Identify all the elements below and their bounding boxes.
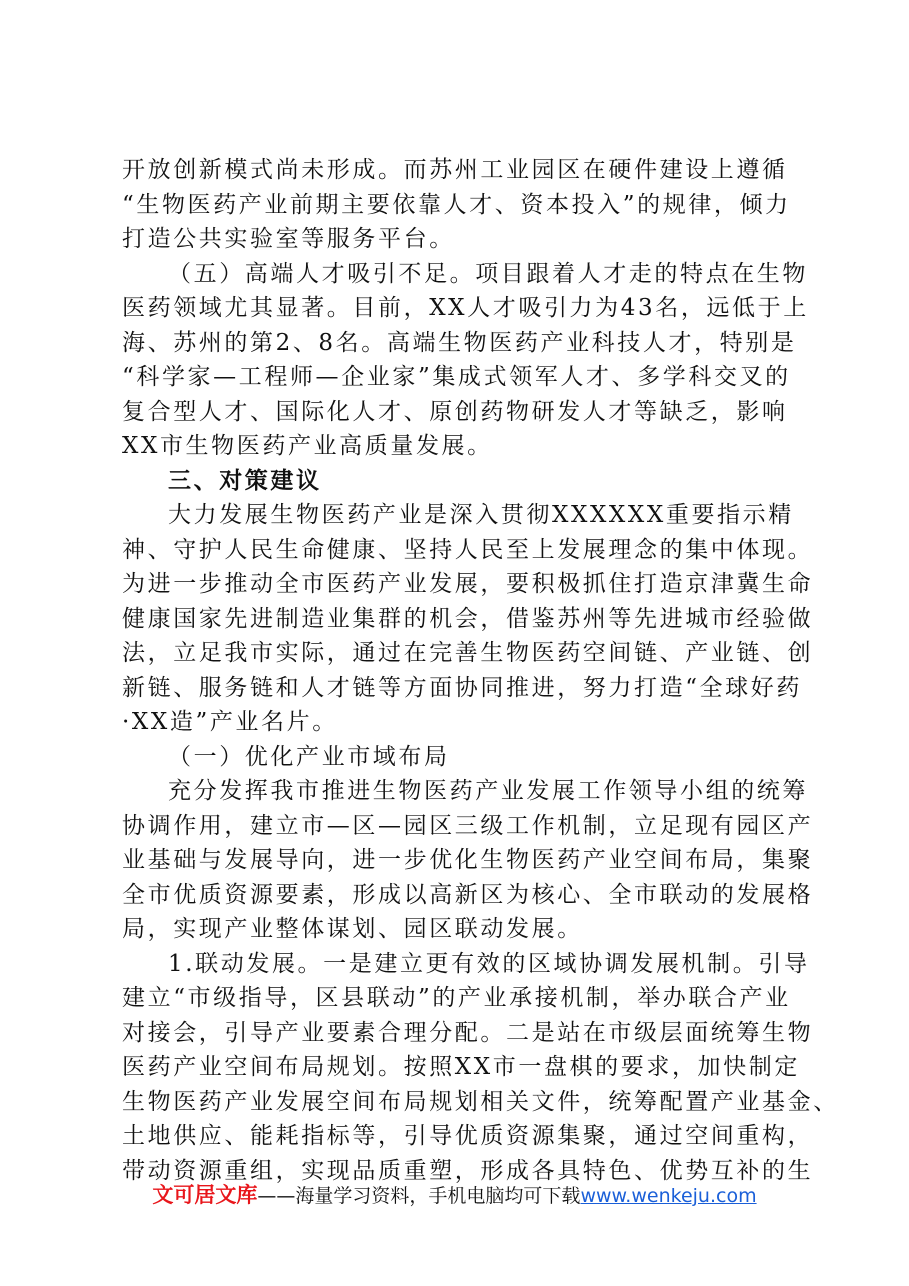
text-line: “科学家—工程师—企业家”集成式领军人才、多学科交叉的 xyxy=(122,364,791,390)
text-line: 为进一步推动全市医药产业发展，要积极抓住打造京津冀生命 xyxy=(122,571,814,597)
text-line: 生物医药产业发展空间布局规划相关文件，统筹配置产业基金、 xyxy=(122,1088,839,1115)
text-line: 带动资源重组，实现品质重塑，形成各具特色、优势互补的生 xyxy=(122,1157,814,1184)
text-line: XX市生物医药产业高质量发展。 xyxy=(122,433,493,459)
section-heading-talent: （五）高端人才吸引不足。项目跟着人才走的特点在生物 xyxy=(168,260,808,287)
text-line: 神、守护人民生命健康、坚持人民至上发展理念的集中体现。 xyxy=(122,536,814,563)
text-line: 海、苏州的第2、8名。高端生物医药产业科技人才，特别是 xyxy=(122,329,797,356)
text-line: 建立“市级指导，区县联动”的产业承接机制，举办联合产业 xyxy=(122,985,791,1011)
text-line: ·XX造”产业名片。 xyxy=(122,709,338,735)
text-line: 大力发展生物医药产业是深入贯彻XXXXXX重要指示精 xyxy=(168,502,794,528)
text-line: 法，立足我市实际，通过在完善生物医药空间链、产业链、创 xyxy=(122,640,814,666)
brand-name: 文可居文库 xyxy=(152,1183,258,1207)
text-line: 开放创新模式尚未形成。而苏州工业园区在硬件建设上遵循 xyxy=(122,157,788,183)
text-line: 新链、服务链和人才链等方面协同推进，努力打造“全球好药 xyxy=(122,674,802,701)
website-link[interactable]: www.wenkeju.com xyxy=(580,1185,757,1207)
text-line: 健康国家先进制造业集群的机会，借鉴苏州等先进城市经验做 xyxy=(122,605,814,632)
text-line: 复合型人才、国际化人才、原创药物研发人才等缺乏，影响 xyxy=(122,398,788,425)
footer-banner xyxy=(0,1182,909,1209)
text-line: 局，实现产业整体谋划、园区联动发展。 xyxy=(122,916,583,942)
text-line: 医药领域尤其显著。目前，XX人才吸引力为43名，远低于上 xyxy=(122,295,809,321)
subsection-heading-layout: （一）优化产业市域布局 xyxy=(168,743,450,770)
section-heading-countermeasures: 三、对策建议 xyxy=(168,466,322,494)
text-line: 1.联动发展。一是建立更有效的区域协调发展机制。引导 xyxy=(168,950,810,977)
text-line: 医药产业空间布局规划。按照XX市一盘棋的要求，加快制定 xyxy=(122,1054,800,1080)
document-body xyxy=(122,153,839,1188)
text-line: 土地供应、能耗指标等，引导优质资源集聚，通过空间重构， xyxy=(122,1123,814,1149)
text-line: 对接会，引导产业要素合理分配。二是站在市级层面统筹生物 xyxy=(122,1019,814,1046)
text-line: “生物医药产业前期主要依靠人才、资本投入”的规律，倾力 xyxy=(122,191,791,218)
text-line: 充分发挥我市推进生物医药产业发展工作领导小组的统筹 xyxy=(168,778,808,804)
text-line: 业基础与发展导向，进一步优化生物医药产业空间布局，集聚 xyxy=(122,847,814,873)
text-line: 打造公共实验室等服务平台。 xyxy=(122,226,455,252)
footer-description: ——海量学习资料，手机电脑均可下载 xyxy=(257,1185,581,1207)
text-line: 协调作用，建立市—区—园区三级工作机制，立足现有园区产 xyxy=(122,812,814,839)
text-line: 全市优质资源要素，形成以高新区为核心、全市联动的发展格 xyxy=(122,881,814,908)
